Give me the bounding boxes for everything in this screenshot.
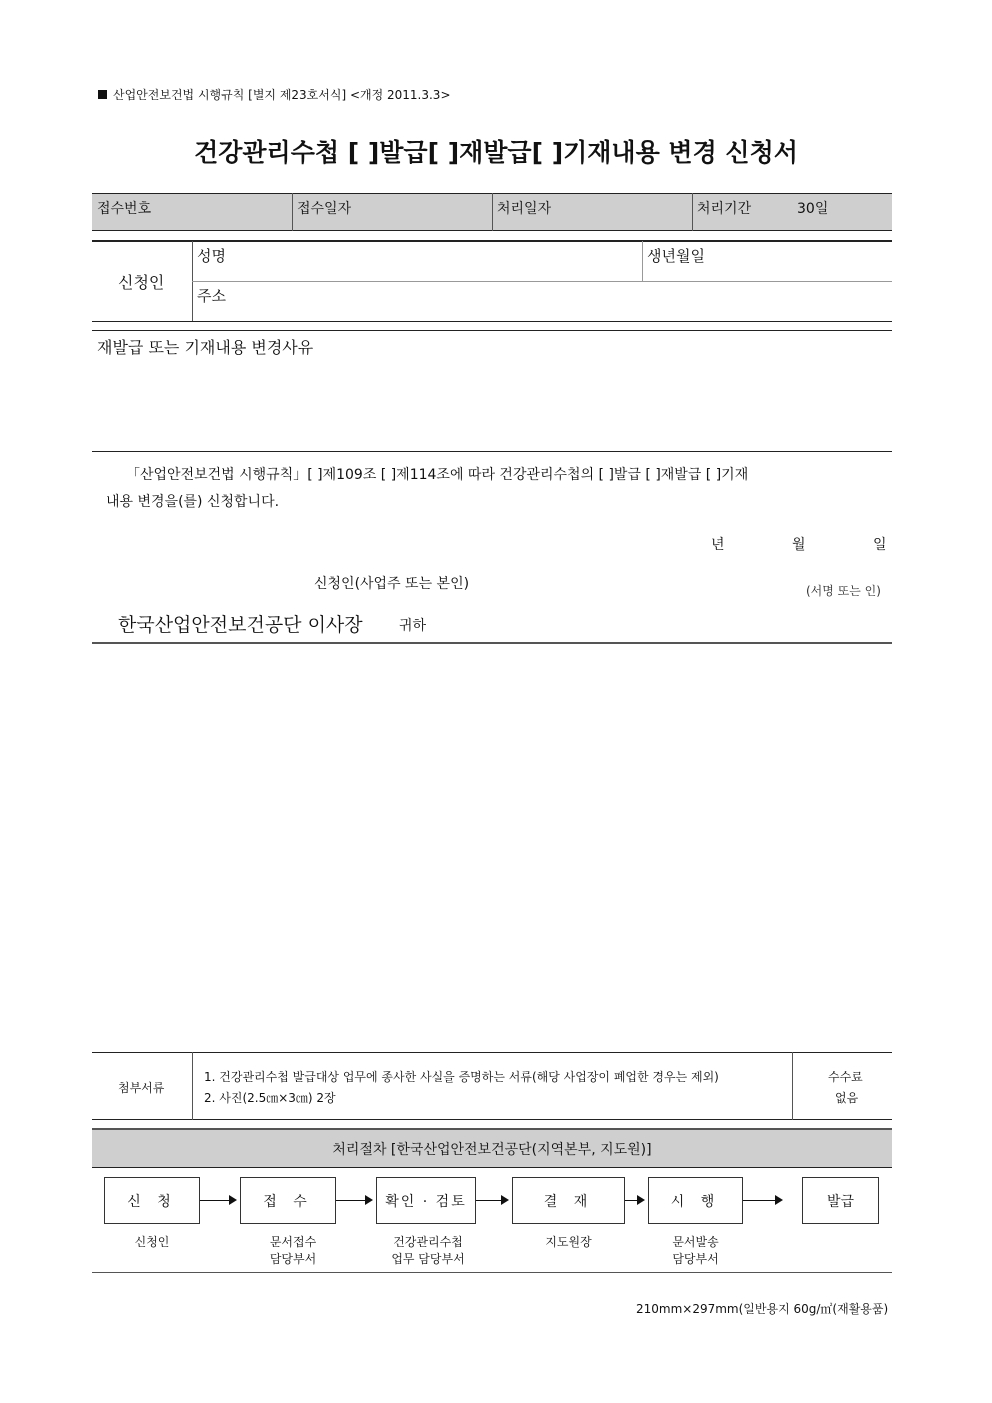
- attachments-divider: [792, 1052, 793, 1120]
- flow-arrow-line: [200, 1200, 230, 1201]
- section-border: [92, 642, 892, 644]
- form-title: 건강관리수첩 [ ]발급[ ]재발급[ ]기재내용 변경 신청서: [194, 138, 798, 167]
- signature-field[interactable]: (서명 또는 인): [806, 584, 881, 598]
- arrow-right-icon: [637, 1195, 645, 1205]
- arrow-right-icon: [365, 1195, 373, 1205]
- flow-arrow-line: [743, 1200, 776, 1201]
- sublabel-line: 지도원장: [545, 1235, 592, 1249]
- step-issue: 발급: [802, 1177, 879, 1224]
- procedure-title: 처리절차 [한국산업안전보건공단(지역본부, 지도원)]: [92, 1128, 892, 1168]
- name-field[interactable]: 성명: [197, 247, 226, 265]
- section-border: [92, 240, 892, 242]
- date-year[interactable]: 년: [711, 537, 725, 553]
- step-execute-sublabel: [648, 1234, 743, 1268]
- sublabel-line: 문서발송: [672, 1235, 719, 1249]
- section-border: [92, 451, 892, 452]
- recipient-suffix: 귀하: [399, 618, 427, 634]
- reason-field[interactable]: 재발급 또는 기재내용 변경사유: [97, 338, 314, 357]
- header-note-text: 산업안전보건법 시행규칙 [별지 제23호서식] <개정 2011.3.3>: [113, 88, 451, 102]
- square-bullet-icon: [98, 90, 107, 99]
- attachments-divider: [192, 1052, 193, 1120]
- receipt-date-field[interactable]: 접수일자: [297, 201, 352, 217]
- step-review-sublabel: [376, 1234, 480, 1268]
- section-border: [92, 321, 892, 322]
- step-apply: 신 청: [104, 1177, 200, 1224]
- date-month[interactable]: 월: [792, 537, 806, 553]
- step-apply-sublabel: [104, 1234, 200, 1251]
- birthdate-field[interactable]: 생년월일: [647, 247, 705, 265]
- process-period-label: 처리기간: [697, 201, 752, 217]
- attachment-item-2: 2. 사진(2.5㎝×3㎝) 2장: [204, 1091, 336, 1105]
- date-day[interactable]: 일: [873, 537, 887, 553]
- applicant-row-divider: [192, 281, 892, 282]
- address-field[interactable]: 주소: [197, 287, 226, 305]
- sublabel-line: 담당부서: [672, 1252, 719, 1266]
- flow-arrow-line: [476, 1200, 502, 1201]
- recipient-name: 한국산업안전보건공단 이사장: [118, 614, 363, 636]
- signer-label: 신청인(사업주 또는 본인): [314, 576, 470, 592]
- statement-line-1: 「산업안전보건법 시행규칙」[ ]제109조 [ ]제114조에 따라 건강관리수첩의 [ ]발급 [ ]재발급 [ ]기재: [126, 467, 749, 483]
- step-receive: 접 수: [240, 1177, 336, 1224]
- step-execute: 시 행: [648, 1177, 743, 1224]
- form-header-note: [98, 86, 451, 103]
- process-date-field[interactable]: 처리일자: [497, 201, 552, 217]
- attachment-item-1: 1. 건강관리수첩 발급대상 업무에 종사한 사실을 증명하는 서류(해당 사업장이 폐업한 경우는 제외): [204, 1070, 719, 1084]
- arrow-right-icon: [229, 1195, 237, 1205]
- sublabel-line: 문서접수: [269, 1235, 317, 1249]
- receipt-divider: [292, 193, 293, 231]
- arrow-right-icon: [775, 1195, 783, 1205]
- receipt-divider: [692, 193, 693, 231]
- sublabel-line: 담당부서: [269, 1252, 317, 1266]
- applicant-section-label: 신청인: [118, 273, 165, 292]
- section-border: [92, 1272, 892, 1273]
- arrow-right-icon: [501, 1195, 509, 1205]
- sublabel-line: 신청인: [134, 1235, 170, 1249]
- step-approve-sublabel: [512, 1234, 625, 1251]
- receipt-number-field[interactable]: 접수번호: [97, 201, 152, 217]
- attachments-label: 첨부서류: [118, 1081, 165, 1095]
- receipt-divider: [492, 193, 493, 231]
- fee-value: 없음: [835, 1091, 859, 1105]
- process-period-value: 30일: [797, 201, 829, 217]
- step-receive-sublabel: [240, 1234, 346, 1268]
- flow-arrow-line: [336, 1200, 366, 1201]
- attachments-table: [92, 1052, 892, 1120]
- sublabel-line: 건강관리수첩: [393, 1235, 463, 1249]
- paper-spec-note: 210mm×297mm(일반용지 60g/㎡(재활용품): [636, 1302, 889, 1316]
- birth-divider: [642, 241, 643, 281]
- sublabel-line: 업무 담당부서: [391, 1252, 465, 1266]
- step-review: 확인 · 검토: [376, 1177, 476, 1224]
- section-border: [92, 330, 892, 331]
- step-approve: 결 재: [512, 1177, 625, 1224]
- statement-line-2: 내용 변경을(를) 신청합니다.: [106, 494, 280, 510]
- fee-label: 수수료: [828, 1070, 863, 1084]
